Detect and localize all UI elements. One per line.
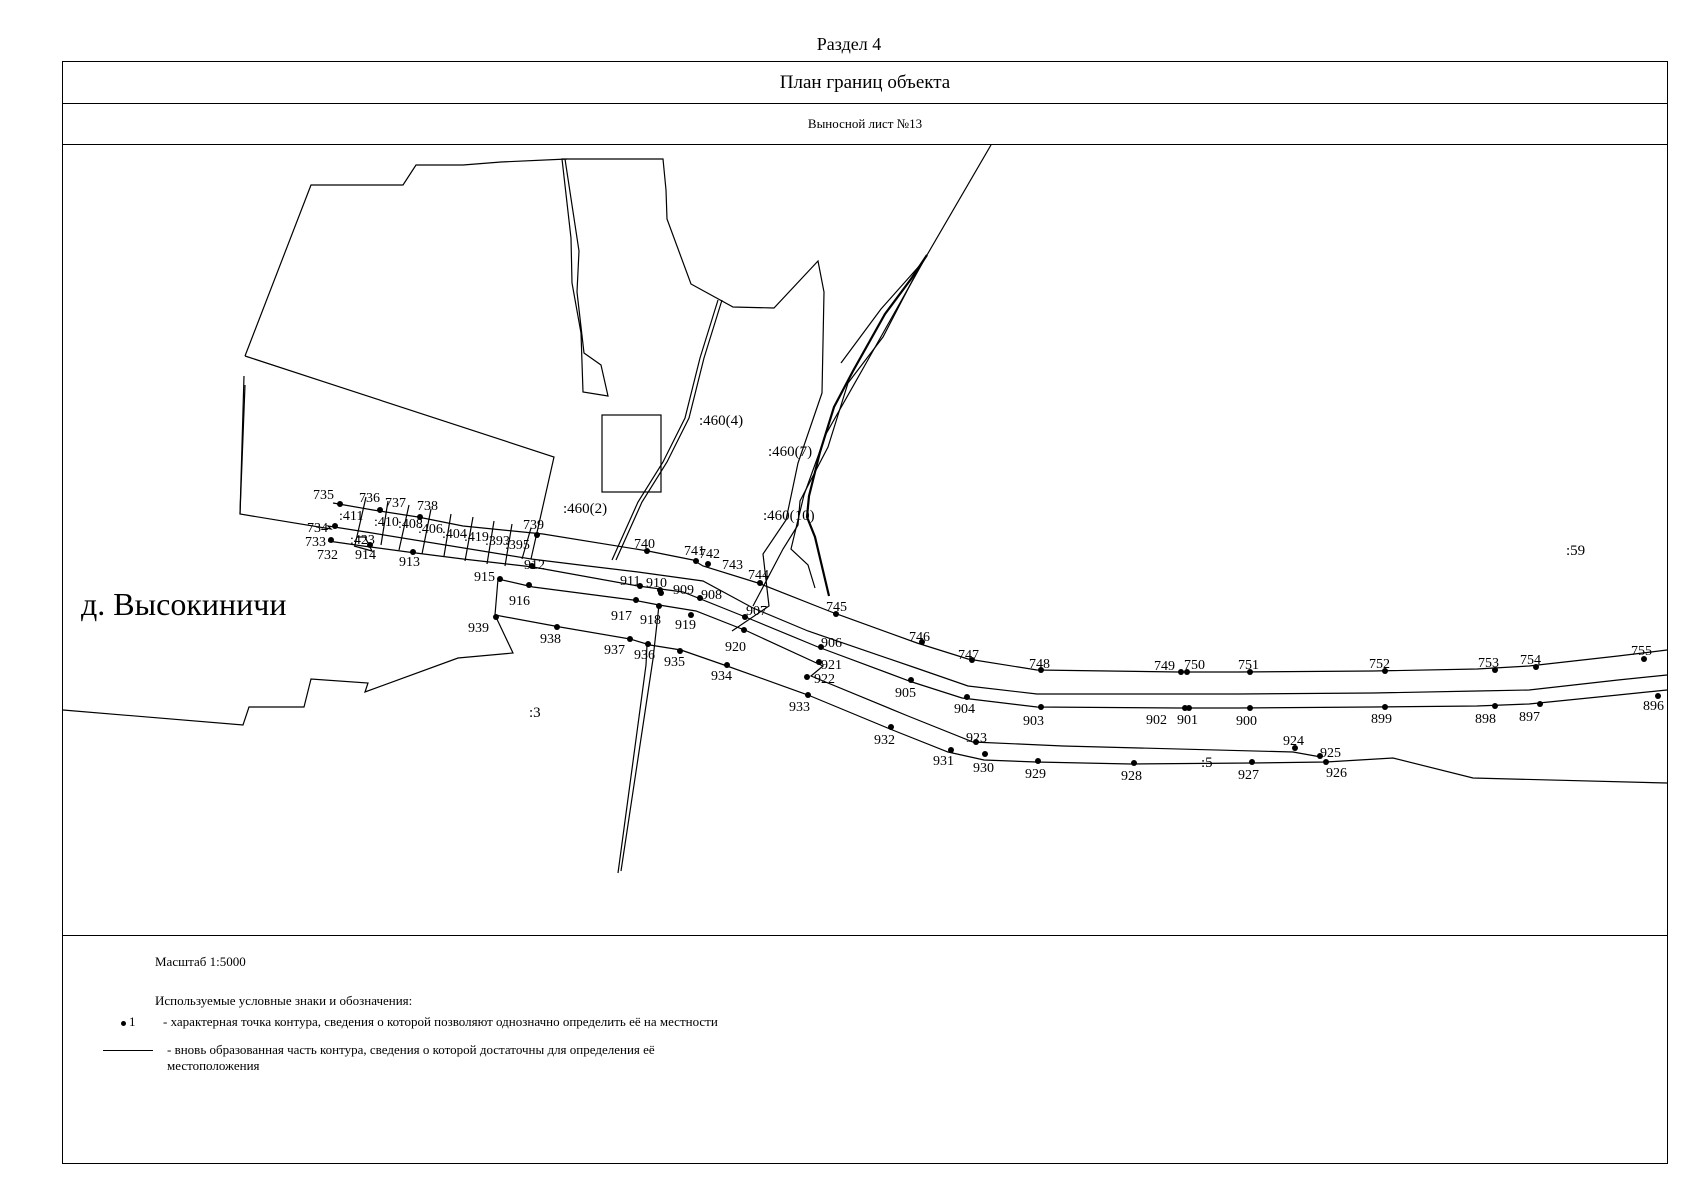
point-label: 742: [699, 547, 720, 562]
point-label: 938: [540, 632, 561, 647]
point-label: 901: [1177, 713, 1198, 728]
point-label: 927: [1238, 768, 1259, 783]
point-label: 750: [1184, 658, 1205, 673]
parcel-label: :3: [529, 705, 541, 721]
point-label: 911: [620, 574, 641, 589]
parcel-label: :404: [442, 527, 467, 542]
point-label: 754: [1520, 653, 1541, 668]
point-label: 923: [966, 731, 987, 746]
parcel-label: :59: [1566, 543, 1586, 559]
point-label: 755: [1631, 644, 1652, 659]
legend: [63, 936, 1667, 1163]
parcel-label: :406: [418, 522, 443, 537]
parcel-460-7-boundary: [753, 264, 921, 606]
parcel-460-7-top: [841, 264, 921, 363]
plan-frame: [62, 61, 1668, 1164]
point-label: 741: [684, 544, 705, 559]
point-label: 913: [399, 555, 420, 570]
point-label: 734: [307, 521, 328, 536]
point-label: 905: [895, 686, 916, 701]
road-south-outer: [495, 579, 1667, 783]
point-label: 907: [746, 604, 767, 619]
point-label: 932: [874, 733, 895, 748]
nw-parcel-boundary: [245, 159, 567, 356]
field-narrow-strip: [562, 159, 608, 396]
point-label: 745: [826, 600, 847, 615]
point-label: 902: [1146, 713, 1167, 728]
parcel-3-east-line: [618, 645, 647, 873]
point-label: 753: [1478, 656, 1499, 671]
point-label: 906: [821, 636, 842, 651]
point-label: 925: [1320, 746, 1341, 761]
point-label: 751: [1238, 658, 1259, 673]
point-label: 915: [474, 570, 495, 585]
point-label: 908: [701, 588, 722, 603]
point-label: 748: [1029, 657, 1050, 672]
point-label: 739: [523, 518, 544, 533]
point-label: 743: [722, 558, 743, 573]
point-label: 916: [509, 594, 530, 609]
parcel-label: :393: [485, 534, 510, 549]
railway-line: [791, 145, 991, 588]
parcel-label: :5: [1201, 755, 1213, 771]
point-label: 747: [958, 648, 979, 663]
point-label: 899: [1371, 712, 1392, 727]
parcel-label: :408: [398, 517, 423, 532]
point-label: 746: [909, 630, 930, 645]
point-label: 740: [634, 537, 655, 552]
point-label: 933: [789, 700, 810, 715]
point-label: 752: [1369, 657, 1390, 672]
sheet-number: Выносной лист №13: [63, 103, 1667, 145]
parcel-label: :460(10): [763, 508, 815, 524]
parcel-label: :460(7): [768, 444, 813, 460]
point-label: 936: [634, 648, 655, 663]
road-mid-edge-2: [531, 559, 1667, 694]
parcel-west-edge: [240, 376, 244, 514]
point-label: 898: [1475, 712, 1496, 727]
parcel-label: :419: [464, 530, 489, 545]
point-label: 917: [611, 609, 632, 624]
parcel-label: :423: [350, 533, 375, 548]
point-label: 928: [1121, 769, 1142, 784]
point-label: 738: [417, 499, 438, 514]
parcel-460-10-boundary: [807, 255, 927, 596]
parcel-label: :395: [505, 538, 530, 553]
parcel-3-boundary: [63, 615, 513, 725]
point-label: 939: [468, 621, 489, 636]
parcel-label: :410: [374, 515, 399, 530]
legend-line-desc: - вновь образованная часть контура, сведения о которой достаточны для определения её местоположения: [167, 1042, 655, 1073]
point-label: 930: [973, 761, 994, 776]
line-symbol-icon: [103, 1050, 153, 1051]
point-label: 914: [355, 548, 376, 563]
parcel-label: :460(4): [699, 413, 744, 429]
point-label: 910: [646, 576, 667, 591]
point-label: 897: [1519, 710, 1540, 725]
point-label: 904: [954, 702, 975, 717]
point-label: 922: [814, 672, 835, 687]
point-label: 918: [640, 613, 661, 628]
map-canvas: [63, 145, 1667, 935]
point-label: 924: [1283, 734, 1304, 749]
legend-title: Используемые условные знаки и обозначения:: [155, 993, 413, 1008]
point-label: 896: [1643, 699, 1664, 714]
point-label: 737: [385, 496, 406, 511]
parcel-label: :411: [339, 509, 364, 524]
boundary-map[interactable]: [63, 145, 1667, 936]
section-title: Раздел 4: [816, 34, 882, 54]
legend-point-number: 1: [129, 1014, 136, 1029]
parcel-3-east-line-2: [621, 605, 659, 871]
point-label: 921: [821, 658, 842, 673]
point-label: 935: [664, 655, 685, 670]
point-label: 926: [1326, 766, 1347, 781]
point-label: 735: [313, 488, 334, 503]
parcel-lines: [63, 145, 1667, 873]
scale-label: Масштаб 1:5000: [155, 954, 246, 969]
legend-point-symbol: [121, 1014, 157, 1030]
point-label: 937: [604, 643, 625, 658]
plan-title: План границ объекта: [63, 62, 1667, 104]
parcel-460-4-divide-2: [612, 300, 718, 560]
village-name: д. Высокиничи: [81, 586, 287, 622]
point-label: 920: [725, 640, 746, 655]
legend-point-desc: - характерная точка контура, сведения о которой позволяют однозначно определить её на местности: [163, 1014, 718, 1029]
point-label: 931: [933, 754, 954, 769]
point-label: 903: [1023, 714, 1044, 729]
parcel-label: :460(2): [563, 501, 608, 517]
point-label: 732: [317, 548, 338, 563]
point-label: 733: [305, 535, 326, 550]
point-label: 900: [1236, 714, 1257, 729]
point-dot-icon: [121, 1021, 126, 1026]
point-label: 934: [711, 669, 732, 684]
legend-line-item: [103, 1042, 803, 1074]
point-label: 929: [1025, 767, 1046, 782]
point-label: 912: [524, 558, 545, 573]
point-label: 749: [1154, 659, 1175, 674]
point-label: 736: [359, 491, 380, 506]
point-label: 919: [675, 618, 696, 633]
point-label: 909: [673, 583, 694, 598]
point-label: 744: [748, 568, 769, 583]
legend-point-item: [121, 1014, 718, 1030]
